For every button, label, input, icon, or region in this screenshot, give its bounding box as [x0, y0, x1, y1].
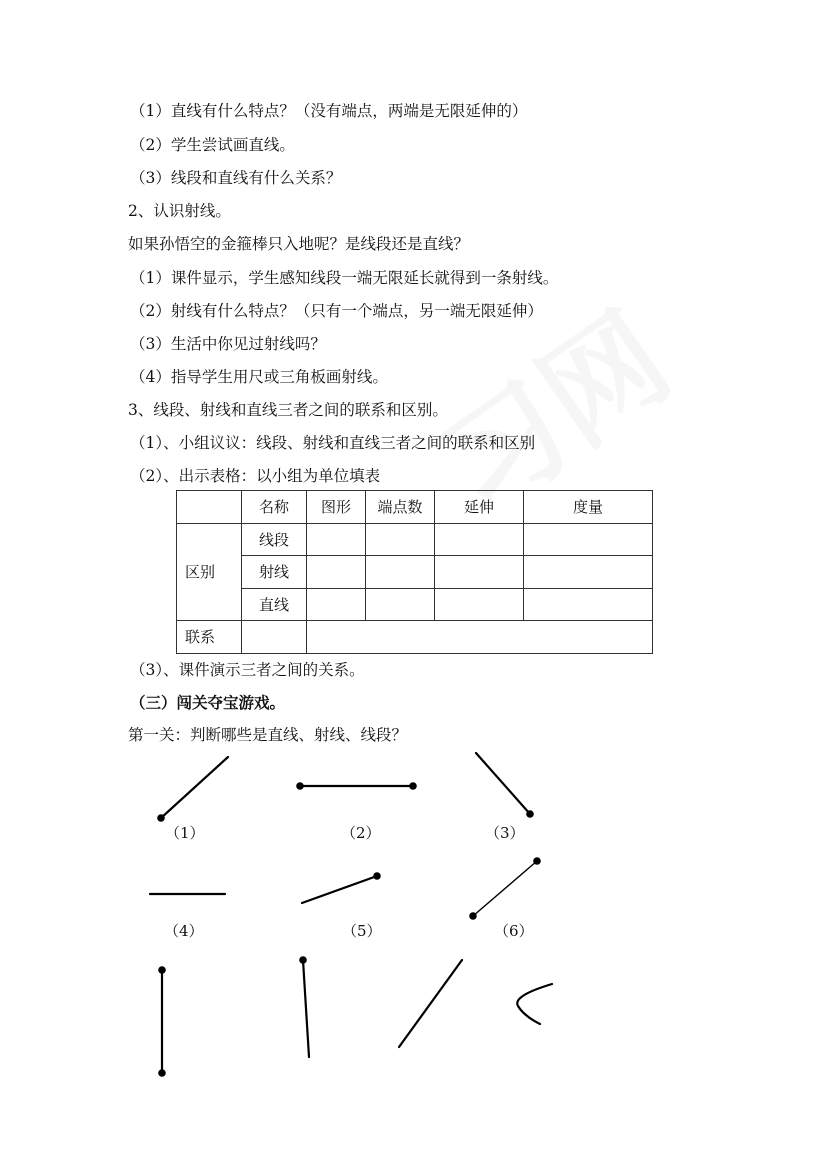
section-heading: 2、认识射线。 [128, 202, 231, 220]
table-header: 度量 [524, 491, 653, 524]
table-cell [435, 588, 524, 621]
table-cell [524, 523, 653, 556]
text-line: （1）、小组议议：线段、射线和直线三者之间的联系和区别 [130, 434, 536, 452]
table-cell [242, 621, 307, 654]
figure-5-ray [302, 872, 381, 903]
table-cell [307, 588, 366, 621]
table-cell [366, 523, 435, 556]
table-cell [307, 556, 366, 589]
text-line: 第一关：判断哪些是直线、射线、线段？ [128, 726, 408, 744]
table-cell [366, 588, 435, 621]
comparison-table [176, 490, 653, 654]
table-cell [435, 556, 524, 589]
table-row [177, 556, 653, 589]
text-line: （1）课件显示，学生感知线段一端无限延长就得到一条射线。 [130, 269, 559, 287]
table-group-label: 区别 [177, 523, 242, 621]
figure-label: （5） [342, 922, 382, 940]
figure-7-segment [158, 966, 166, 1077]
figure-label: （6） [494, 922, 534, 940]
text-line: （4）指导学生用尺或三角板画射线。 [130, 368, 388, 386]
section-heading: （三）闯关夺宝游戏。 [130, 693, 286, 712]
figure-9-line [399, 960, 462, 1047]
text-line: （3）、课件演示三者之间的关系。 [130, 661, 365, 679]
table-row [177, 588, 653, 621]
text-line: 如果孙悟空的金箍棒只入地呢？是线段还是直线？ [128, 235, 470, 253]
figure-8-ray [299, 956, 309, 1057]
table-header: 名称 [242, 491, 307, 524]
table-header-row [177, 491, 653, 524]
figure-10-curve [517, 984, 552, 1024]
line-figures [0, 740, 830, 1100]
table-row-label: 直线 [242, 588, 307, 621]
table-header: 图形 [307, 491, 366, 524]
figure-1-ray [157, 757, 228, 822]
table-link-label: 联系 [177, 621, 242, 654]
table-cell [524, 556, 653, 589]
figure-3-ray [476, 753, 534, 818]
table-cell [307, 523, 366, 556]
figure-6-segment [469, 857, 541, 920]
table-row-label: 线段 [242, 523, 307, 556]
table-row [177, 523, 653, 556]
figure-label: （4） [164, 922, 204, 940]
figure-label: （1） [165, 824, 205, 842]
text-line: （3）生活中你见过射线吗？ [130, 335, 326, 353]
table-cell [366, 556, 435, 589]
text-line: （2）射线有什么特点？（只有一个端点，另一端无限延伸） [130, 302, 543, 320]
text-line: （3）线段和直线有什么关系？ [130, 169, 342, 187]
figure-label: （2） [341, 824, 381, 842]
table-cell [307, 621, 653, 654]
table-header: 端点数 [366, 491, 435, 524]
figure-2-segment [296, 782, 417, 790]
text-line: （1）直线有什么特点？（没有端点，两端是无限延伸的） [130, 102, 528, 120]
table-row-label: 射线 [242, 556, 307, 589]
table-cell [435, 523, 524, 556]
table-cell [177, 491, 242, 524]
table-cell [524, 588, 653, 621]
text-line: （2）学生尝试画直线。 [130, 136, 295, 154]
section-heading: 3、线段、射线和直线三者之间的联系和区别。 [128, 401, 448, 419]
figure-label: （3） [485, 824, 525, 842]
text-line: （2）、出示表格：以小组为单位填表 [130, 467, 381, 485]
table-row [177, 621, 653, 654]
table-header: 延伸 [435, 491, 524, 524]
